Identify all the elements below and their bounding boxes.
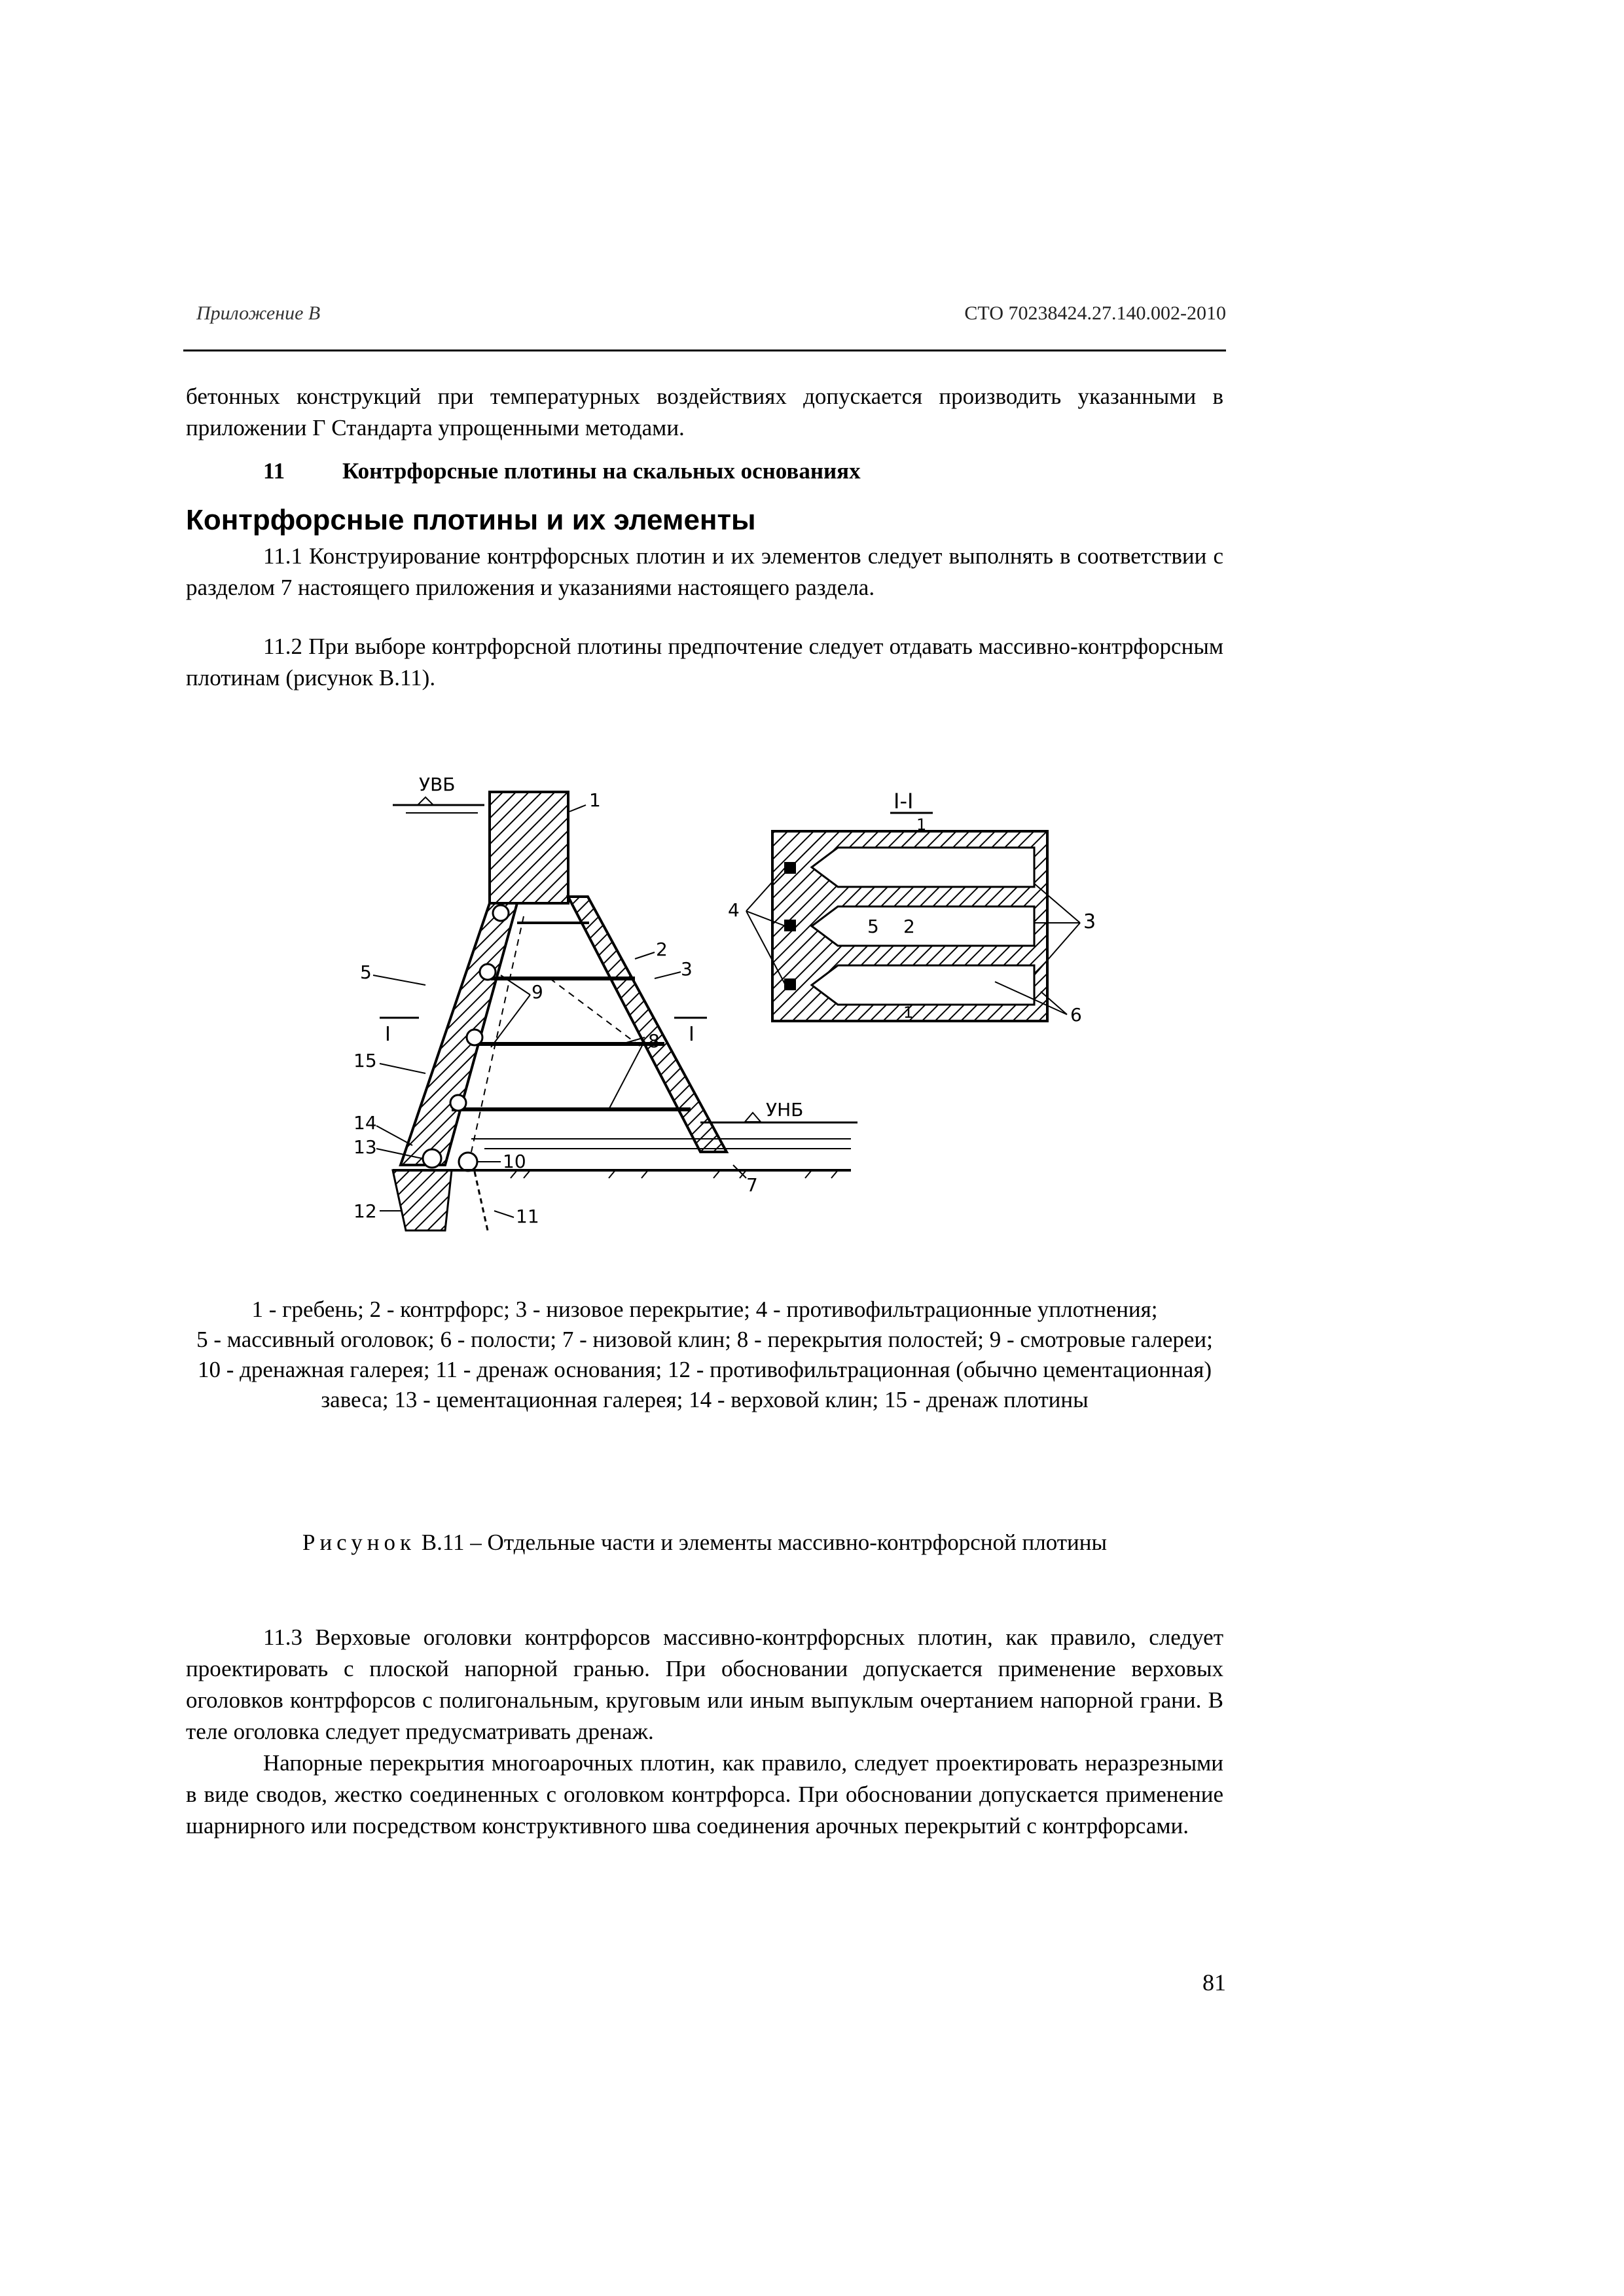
label-5: 5 xyxy=(360,961,372,983)
figure-legend xyxy=(186,1295,1223,1415)
label-2: 2 xyxy=(656,939,668,960)
section-i-i xyxy=(728,789,1096,1026)
label-1: 1 xyxy=(589,789,601,811)
label-15: 15 xyxy=(353,1050,377,1071)
header-right: СТО 70238424.27.140.002-2010 xyxy=(964,302,1226,324)
label-9: 9 xyxy=(532,981,543,1003)
paragraph-11-3: 11.3 Верховые оголовки контрфорсов массивно-контрфорсных плотин, как правило, следует проектировать с плоской напорной гранью. При обосновании допускается применение верховых оголовков контрфорсов с полигональным, круговым или иным выпуклым очертанием напорной грани. В теле оголовка следует предусматривать дренаж. xyxy=(186,1624,1223,1744)
label-4: 4 xyxy=(728,899,740,921)
cut-mark-right: I xyxy=(689,1023,695,1046)
label-11: 11 xyxy=(516,1206,539,1227)
label-3-section: 3 xyxy=(1083,910,1096,933)
label-8: 8 xyxy=(648,1030,660,1052)
label-5-section: 5 xyxy=(867,916,879,937)
legend-line-2: 5 - массивный оголовок; 6 - полости; 7 - низовой клин; 8 - перекрытия полостей; 9 - смотровые галереи; xyxy=(196,1327,1213,1352)
cut-mark-left: I xyxy=(385,1023,391,1046)
label-13: 13 xyxy=(353,1136,377,1158)
legend-line-3: 10 - дренажная галерея; 11 - дренаж основания; 12 - противофильтрационная (обычно цементационная) завеса; 13 - цементационная галерея; 14 - верховой клин; 15 - дренаж плотины xyxy=(197,1357,1212,1412)
label-1-section-top: 1 xyxy=(916,816,927,834)
paragraph-11-1: 11.1 Конструирование контрфорсных плотин и их элементов следует выполнять в соответствии с разделом 7 настоящего приложения и указаниями настоящего раздела. xyxy=(186,543,1223,600)
header-rule xyxy=(183,350,1226,351)
label-12: 12 xyxy=(353,1200,377,1222)
label-1-section-bottom: 1 xyxy=(903,1003,914,1022)
paragraph-arch: Напорные перекрытия многоарочных плотин, как правило, следует проектировать неразрезными в виде сводов, жестко соединенных с оголовком контрфорса. При обосновании допускается применение шарнирного или посредством конструктивного шва соединения арочных перекрытий с контрфорсами. xyxy=(186,1750,1223,1839)
caption-label: Рисунок xyxy=(302,1530,416,1555)
label-10: 10 xyxy=(503,1151,526,1172)
section-title-label: I-I xyxy=(893,789,914,814)
label-3: 3 xyxy=(681,958,693,980)
uvb-label: УВБ xyxy=(419,774,456,795)
header-left: Приложение В xyxy=(196,302,321,324)
label-7: 7 xyxy=(746,1174,758,1196)
section-number: 11 xyxy=(263,458,285,484)
label-14: 14 xyxy=(353,1112,377,1134)
legend-line-1: 1 - гребень; 2 - контрфорс; 3 - низовое перекрытие; 4 - противофильтрационные уплотнения; xyxy=(251,1297,1158,1322)
section-title: Контрфорсные плотины на скальных основаниях xyxy=(342,458,861,484)
figure-caption xyxy=(186,1530,1223,1556)
label-6: 6 xyxy=(1070,1004,1082,1026)
dam-figure xyxy=(353,759,1322,1244)
unb-label: УНБ xyxy=(766,1099,804,1121)
page-number: 81 xyxy=(1202,1969,1226,1996)
caption-text: В.11 – Отдельные части и элементы массивно-контрфорсной плотины xyxy=(416,1530,1108,1555)
paragraph-11-2: 11.2 При выборе контрфорсной плотины предпочтение следует отдавать массивно-контрфорсным плотинам (рисунок В.11). xyxy=(186,634,1223,691)
subheading: Контрфорсные плотины и их элементы xyxy=(186,504,756,536)
intro-paragraph: бетонных конструкций при температурных воздействиях допускается производить указанными в приложении Г Стандарта упрощенными методами. xyxy=(186,384,1223,440)
label-2-section: 2 xyxy=(903,916,915,937)
